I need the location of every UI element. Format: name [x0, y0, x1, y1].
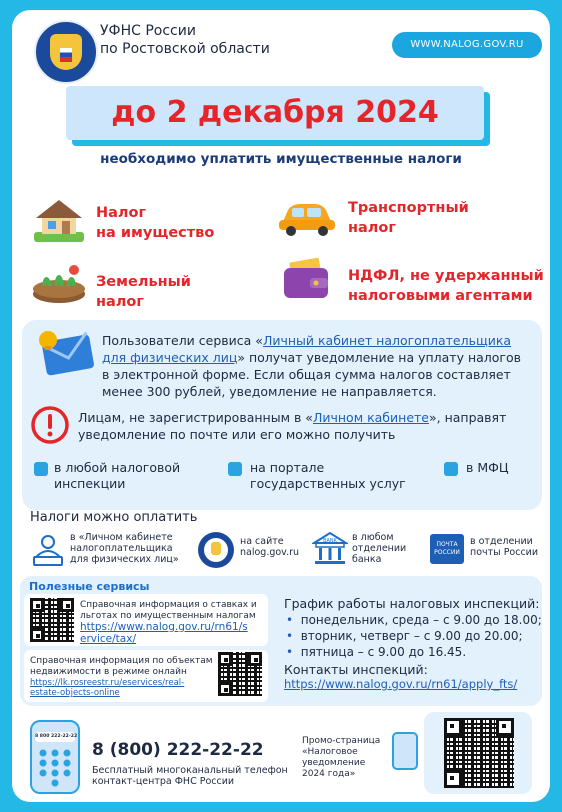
promo-text: Промо-страница «Налоговое уведомление 2024 года» [302, 736, 381, 779]
subtitle: необходимо уплатить имущественные налоги [100, 151, 462, 167]
wallet-icon [280, 256, 332, 304]
personal-account-link[interactable]: Личный кабинет налогоплательщика для физических лиц [102, 333, 512, 365]
org-name-line2: по Ростовской области [100, 41, 270, 57]
schedule-item: • вторник, четверг – с 9.00 до 20.00; [286, 629, 523, 643]
warning-icon [30, 405, 70, 445]
tax-transport: Транспортный налог [348, 200, 469, 236]
website-button[interactable]: WWW.NALOG.GOV.RU [392, 32, 542, 58]
contacts-link[interactable]: https://www.nalog.gov.ru/rn61/apply_fts/ [284, 677, 518, 691]
pay-method-site: на сайте nalog.gov.ru [240, 536, 300, 558]
service-card-1-text: Справочная информация о ставках и льготах по имущественным налогам [80, 600, 257, 621]
schedule-title: График работы налоговых инспекций: [284, 596, 540, 611]
tax-rates-link[interactable]: https://www.nalog.gov.ru/rn61/s ervice/tax/ [80, 621, 248, 645]
promo-qr-code-icon[interactable] [444, 718, 514, 788]
hotline-description: Бесплатный многоканальный телефон контакт-центра ФНС России [92, 765, 288, 787]
checkbox-square-icon [34, 462, 48, 476]
option-tax-office: в любой налоговой инспекции [54, 460, 181, 491]
house-icon [30, 196, 88, 244]
deadline-banner: до 2 декабря 2024 [66, 86, 484, 140]
russian-post-logo: ПОЧТА РОССИИ [430, 534, 464, 564]
tax-ndfl: НДФЛ, не удержанный налоговыми агентами [348, 268, 544, 304]
user-laptop-icon [30, 533, 66, 569]
checkbox-square-icon [228, 462, 242, 476]
pay-method-post: в отделении почты России [470, 536, 539, 558]
pay-method-bank: в любом отделении банка [352, 532, 407, 565]
option-mfc: в МФЦ [466, 460, 509, 475]
qr-code-icon [30, 598, 74, 642]
option-gosuslugi: на портале государственных услуг [250, 460, 406, 491]
checkbox-square-icon [444, 462, 458, 476]
schedule-item: • пятница – с 9.00 до 16.45. [286, 645, 467, 659]
tax-property: Налог на имущество [96, 205, 215, 241]
schedule-list [286, 612, 542, 660]
rosreestr-link[interactable]: https://lk.rosreestr.ru/eservices/real- estate-objects-online [30, 678, 185, 698]
fns-site-logo-icon [196, 530, 236, 570]
flag-icon [60, 48, 72, 62]
land-icon [30, 258, 88, 306]
tax-land: Земельный налог [96, 274, 191, 310]
phone-screen: 8 800 222-22-22 [35, 732, 75, 742]
contacts-title: Контакты инспекций: [284, 662, 428, 677]
qr-code-icon [218, 652, 262, 696]
bank-sign: BANK [323, 538, 337, 544]
schedule-item: • понедельник, среда – с 9.00 до 18.00; [286, 613, 542, 627]
hotline-phone[interactable]: 8 (800) 222-22-22 [92, 740, 264, 760]
fns-emblem-logo [34, 20, 98, 84]
info-paragraph-2: Лицам, не зарегистрированным в «Личном кабинете», направят уведомление по почте или его можно получить [78, 410, 507, 442]
car-icon [276, 198, 336, 238]
poster [12, 10, 550, 802]
org-name-line1: УФНС России [100, 23, 196, 39]
pay-method-personal-account: в «Личном кабинете налогоплательщика для физических лиц» [70, 532, 179, 565]
keypad-icon [38, 748, 72, 788]
personal-account-link-2[interactable]: Личном кабинете [312, 410, 429, 425]
phone-device-icon [30, 720, 80, 794]
service-card-2-text: Справочная информация по объектам недвижимости в режиме онлайн [30, 656, 213, 677]
bank-icon [312, 531, 348, 567]
useful-title: Полезные сервисы [29, 580, 150, 593]
info-paragraph-1: Пользователи сервиса «Личный кабинет налогоплательщика для физических лиц» получат уведомление на уплату налогов в электронной форме. Если общая сумма налогов составляет менее 300 рублей, уведомление не направляется. [102, 333, 522, 399]
phone-outline-icon [392, 732, 418, 770]
payment-title: Налоги можно оплатить [30, 510, 198, 525]
envelope-bell-icon [34, 326, 96, 378]
